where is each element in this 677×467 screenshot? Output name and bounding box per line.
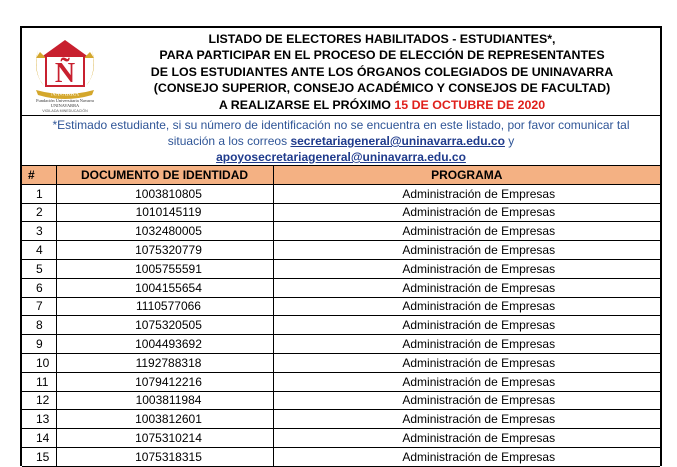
- notice-line-1: *Estimado estudiante, si su número de identificación no se encuentra en este listado, por favor comunicar tal: [52, 118, 630, 132]
- table-row: [22, 410, 660, 429]
- electors-table: [22, 166, 660, 467]
- row-number: 2: [22, 203, 56, 222]
- row-number: 5: [22, 259, 56, 278]
- row-document: 1075320779: [56, 241, 273, 260]
- row-number: 7: [22, 297, 56, 316]
- row-document: 1192788318: [56, 353, 273, 372]
- row-number: 11: [22, 372, 56, 391]
- table-row: [22, 222, 660, 241]
- row-number: 12: [22, 391, 56, 410]
- notice-line-2: [22, 133, 660, 149]
- row-number: 14: [22, 429, 56, 448]
- row-document: 1075318315: [56, 447, 273, 466]
- table-row: [22, 316, 660, 335]
- notice-line-3: [22, 149, 660, 165]
- row-number: 3: [22, 222, 56, 241]
- row-document: 1004493692: [56, 335, 273, 354]
- notice: [22, 116, 660, 166]
- row-document: 1003811984: [56, 391, 273, 410]
- column-header-document: DOCUMENTO DE IDENTIDAD: [56, 166, 273, 184]
- title-line-1: LISTADO DE ELECTORES HABILITADOS - ESTUDIANTES*,: [208, 32, 556, 46]
- logo-caption-3: VIGILADA MINEDUCACIÓN: [42, 109, 88, 113]
- row-document: 1005755591: [56, 259, 273, 278]
- title-line-2: PARA PARTICIPAR EN EL PROCESO DE ELECCIÓN DE REPRESENTANTES: [159, 48, 605, 63]
- table-row: [22, 278, 660, 297]
- row-program: Administración de Empresas: [273, 203, 660, 222]
- title-line-3: DE LOS ESTUDIANTES ANTE LOS ÓRGANOS COLEGIADOS DE UNINAVARRA: [150, 64, 614, 79]
- row-number: 1: [22, 184, 56, 203]
- table-row: [22, 184, 660, 203]
- notice-conjunction: y: [508, 134, 515, 148]
- row-number: 6: [22, 278, 56, 297]
- uninavarra-logo: [26, 32, 104, 114]
- table-row: [22, 372, 660, 391]
- row-document: 1075310214: [56, 429, 273, 448]
- row-program: Administración de Empresas: [273, 316, 660, 335]
- table-row: [22, 241, 660, 260]
- row-program: Administración de Empresas: [273, 297, 660, 316]
- row-program: Administración de Empresas: [273, 372, 660, 391]
- row-program: Administración de Empresas: [273, 222, 660, 241]
- table-row: [22, 259, 660, 278]
- row-program: Administración de Empresas: [273, 410, 660, 429]
- row-document: 1010145119: [56, 203, 273, 222]
- row-program: Administración de Empresas: [273, 184, 660, 203]
- table-row: [22, 335, 660, 354]
- logo-letter: Ñ: [54, 58, 76, 89]
- row-document: 1079412216: [56, 372, 273, 391]
- table-row: [22, 447, 660, 466]
- row-program: Administración de Empresas: [273, 278, 660, 297]
- row-document: 1110577066: [56, 297, 273, 316]
- row-document: 1003810805: [56, 184, 273, 203]
- logo-caption-1: Fundación Universitaria Navarra: [36, 98, 94, 103]
- row-program: Administración de Empresas: [273, 353, 660, 372]
- title-line-5-prefix: A REALIZARSE EL PRÓXIMO: [218, 97, 391, 112]
- row-program: Administración de Empresas: [273, 259, 660, 278]
- logo-caption-2: UNINAVARRA: [50, 103, 80, 108]
- row-program: Administración de Empresas: [273, 447, 660, 466]
- column-header-number: #: [22, 166, 56, 184]
- document-header: [22, 28, 660, 116]
- email-link-secretaria[interactable]: secretariageneral@uninavarra.edu.co: [290, 134, 505, 148]
- row-program: Administración de Empresas: [273, 241, 660, 260]
- row-program: Administración de Empresas: [273, 429, 660, 448]
- row-number: 15: [22, 447, 56, 466]
- row-document: 1075320505: [56, 316, 273, 335]
- title-line-5: [108, 97, 656, 113]
- row-document: 1003812601: [56, 410, 273, 429]
- row-number: 4: [22, 241, 56, 260]
- row-document: 1004155654: [56, 278, 273, 297]
- row-program: Administración de Empresas: [273, 391, 660, 410]
- row-number: 8: [22, 316, 56, 335]
- row-number: 10: [22, 353, 56, 372]
- document-title: [108, 31, 656, 113]
- row-number: 9: [22, 335, 56, 354]
- table-row: [22, 203, 660, 222]
- logo-banner: NAVARRA: [50, 91, 80, 98]
- title-line-4: (CONSEJO SUPERIOR, CONSEJO ACADÉMICO Y CONSEJOS DE FACULTAD): [153, 81, 611, 96]
- table-row: [22, 297, 660, 316]
- row-program: Administración de Empresas: [273, 335, 660, 354]
- election-date: 15 DE OCTUBRE DE 2020: [394, 97, 546, 112]
- document-sheet: [20, 26, 662, 466]
- row-document: 1032480005: [56, 222, 273, 241]
- table-row: [22, 353, 660, 372]
- column-header-program: PROGRAMA: [273, 166, 660, 184]
- table-row: [22, 429, 660, 448]
- row-number: 13: [22, 410, 56, 429]
- email-link-apoyo[interactable]: apoyosecretariageneral@uninavarra.edu.co: [216, 150, 466, 164]
- table-header-row: [22, 166, 660, 184]
- table-row: [22, 391, 660, 410]
- notice-text: situación a los correos: [167, 134, 288, 148]
